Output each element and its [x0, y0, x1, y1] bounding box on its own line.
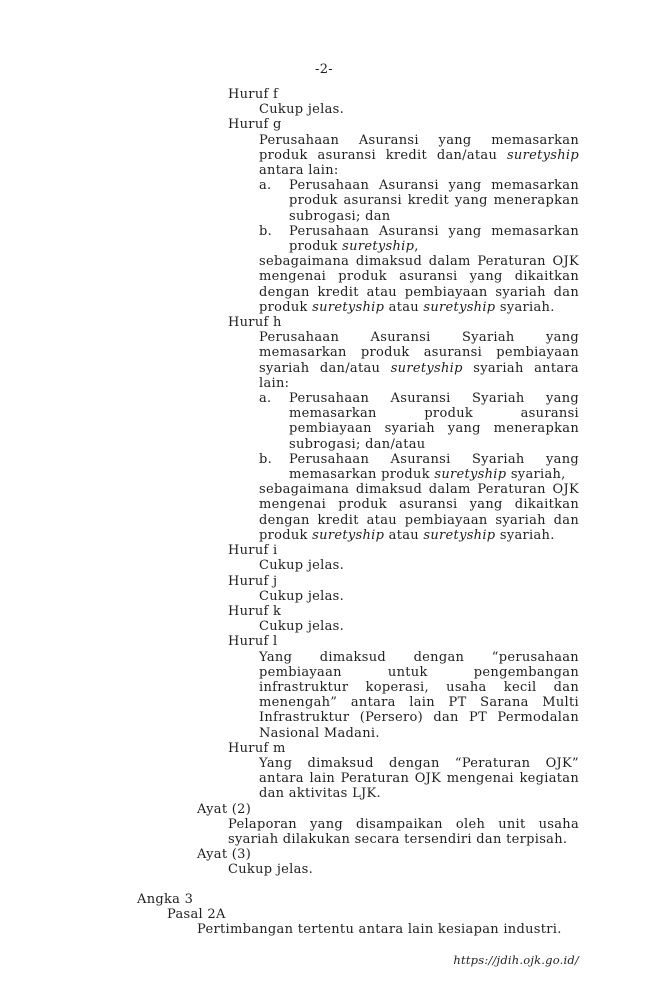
huruf-k-body: Cukup jelas. [259, 619, 345, 635]
huruf-i-label: Huruf i [228, 543, 278, 559]
list-item-text: Perusahaan Asuransi Syariah yang memasarkan produk asuransi pembiayaan syariah yang menerapkan subrogasi; dan/atau [289, 391, 579, 452]
huruf-m-body: Yang dimaksud dengan “Peraturan OJK” antara lain Peraturan OJK mengenai kegiatan dan aktivitas LJK. [259, 755, 579, 802]
document-body [0, 87, 654, 937]
huruf-i-body: Cukup jelas. [259, 558, 345, 574]
list-marker: b. [259, 451, 273, 467]
huruf-l-label: Huruf l [228, 634, 278, 650]
pasal-2a-body: Pertimbangan tertentu antara lain kesiapan industri. [197, 921, 562, 937]
huruf-m-label: Huruf m [228, 740, 286, 756]
huruf-h-intro: Perusahaan Asuransi Syariah yang memasarkan produk asuransi pembiayaan syariah dan/atau suretyship syariah antara lain: [259, 330, 579, 391]
huruf-g-intro: Perusahaan Asuransi yang memasarkan produk asuransi kredit dan/atau suretyship antara lain: [259, 132, 579, 179]
ayat-2-body: Pelaporan yang disampaikan oleh unit usaha syariah dilakukan secara tersendiri dan terpisah. [228, 816, 579, 847]
huruf-k-label: Huruf k [228, 603, 282, 619]
ayat-3-body: Cukup jelas. [228, 862, 314, 878]
list-item-text: Perusahaan Asuransi yang memasarkan produk suretyship, [289, 223, 579, 255]
huruf-j-label: Huruf j [228, 573, 278, 589]
pasal-2a-label: Pasal 2A [167, 906, 226, 922]
list-marker: b. [259, 223, 273, 239]
page-number: -2- [315, 62, 333, 77]
list-item-text: Perusahaan Asuransi yang memasarkan produk asuransi kredit yang menerapkan subrogasi; dan [289, 178, 579, 224]
huruf-h-label: Huruf h [228, 315, 282, 331]
list-marker: a. [259, 178, 272, 194]
huruf-h-item-a [259, 391, 579, 452]
huruf-f-label: Huruf f [228, 87, 279, 102]
huruf-g-item-a [259, 178, 579, 224]
huruf-f-body: Cukup jelas. [259, 102, 345, 118]
list-item-text: Perusahaan Asuransi Syariah yang memasarkan produk suretyship syariah, [289, 451, 579, 483]
ayat-3-label: Ayat (3) [197, 847, 252, 863]
huruf-g-item-b [259, 224, 579, 254]
huruf-g-closing: sebagaimana dimaksud dalam Peraturan OJK mengenai produk asuransi yang dikaitkan dengan kredit atau pembiayaan syariah dan produk suretyship atau suretyship syariah. [259, 254, 579, 315]
angka-3-label: Angka 3 [137, 891, 194, 907]
blank-line [0, 878, 654, 892]
huruf-l-body: Yang dimaksud dengan “perusahaan pembiayaan untuk pengembangan infrastruktur koperasi, usaha kecil dan menengah” antara lain PT Sarana Multi Infrastruktur (Persero) dan PT Permodalan Nasional Madani. [259, 649, 579, 741]
footer-url: https://jdih.ojk.go.id/ [453, 953, 579, 967]
huruf-h-closing: sebagaimana dimaksud dalam Peraturan OJK mengenai produk asuransi yang dikaitkan dengan kredit atau pembiayaan syariah dan produk suretyship atau suretyship syariah. [259, 482, 579, 543]
list-marker: a. [259, 391, 272, 407]
huruf-g-label: Huruf g [228, 117, 282, 133]
huruf-j-body: Cukup jelas. [259, 588, 345, 604]
ayat-2-label: Ayat (2) [197, 801, 252, 817]
huruf-h-item-b [259, 452, 579, 482]
